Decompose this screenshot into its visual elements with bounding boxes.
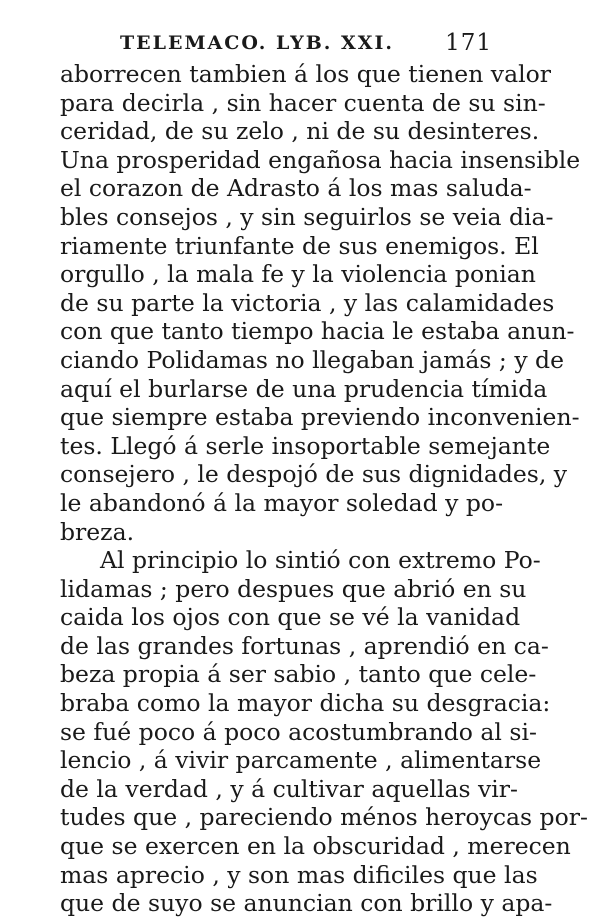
text-line: breza. [60,517,135,546]
text-line: mas aprecio , y son mas dificiles que las [60,860,538,889]
text-line: de su parte la victoria , y las calamidades [60,288,555,317]
text-line: que siempre estaba previendo inconvenien- [60,403,580,432]
text-line: ciando Polidamas no llegaban jamás ; y de [60,345,565,374]
text-line: le abandonó á la mayor soledad y po- [60,488,504,517]
text-line: beza propia á ser sabio , tanto que cele- [60,660,537,689]
text-line: Una prosperidad engañosa hacia insensible [60,145,581,174]
text-line: que de suyo se anuncian con brillo y apa- [60,889,553,918]
text-line: para decirla , sin hacer cuenta de su sin- [60,88,546,117]
text-line: braba como la mayor dicha su desgracia: [60,689,551,718]
text-line: tes. Llegó á serle insoportable semejante [60,431,551,460]
text-line: que se exercen en la obscuridad , merecen [60,832,571,861]
paragraph-1 [60,60,581,546]
text-line: con que tanto tiempo hacia le estaba anun- [60,317,575,346]
running-head: TELEMACO. LYB. XXI. [120,32,395,54]
body-text [60,60,588,918]
text-line: se fué poco á poco acostumbrando al si- [60,717,537,746]
text-line: de la verdad , y á cultivar aquellas vir- [60,774,518,803]
paragraph-2 [60,546,588,918]
text-line: tudes que , pareciendo ménos heroycas por- [60,803,588,832]
text-line: ceridad, de su zelo , ni de su desinteres. [60,117,540,146]
text-line: orgullo , la mala fe y la violencia ponian [60,260,536,289]
text-line: el corazon de Adrasto á los mas saluda- [60,174,532,203]
text-line: riamente triunfante de sus enemigos. El [60,231,539,260]
page-number: 171 [445,30,492,56]
text-line: consejero , le despojó de sus dignidades, y [60,460,568,489]
text-line: aborrecen tambien á los que tienen valor [60,60,551,88]
page-header [62,30,492,60]
text-line: bles consejos , y sin seguirlos se veia dia- [60,202,554,231]
text-line: lencio , á vivir parcamente , alimentarse [60,746,542,775]
text-line: lidamas ; pero despues que abrió en su [60,574,527,603]
text-line: caida los ojos con que se vé la vanidad [60,603,521,632]
text-line: de las grandes fortunas , aprendió en ca- [60,631,549,660]
text-line: Al principio lo sintió con extremo Po- [100,546,541,575]
text-line: aquí el burlarse de una prudencia tímida [60,374,548,403]
